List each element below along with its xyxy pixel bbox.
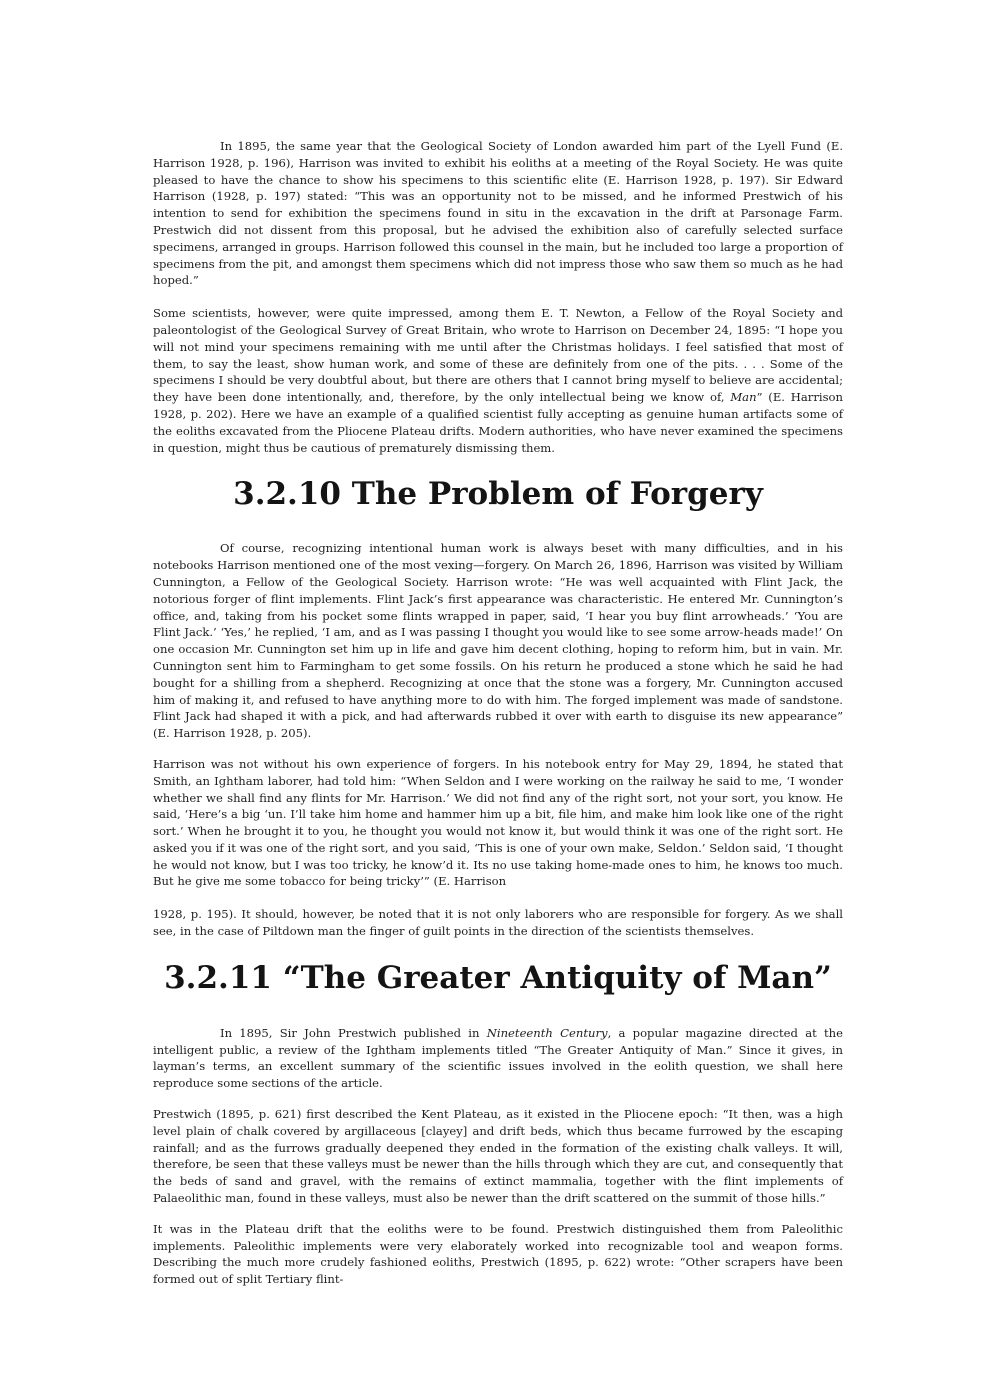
document-page <box>153 138 843 1288</box>
italic-man: Man <box>730 390 757 405</box>
paragraph-flint-jack: Of course, recognizing intentional human work is always beset with many difficulties, and in his notebooks Harrison mentioned one of the most vexing—forgery. On March 26, 1896, Harrison was visited by William Cunnington, a Fellow of the Geological Society. Harrison wrote: “He was well acquainted with Flint Jack, the notorious forger of flint implements. Flint Jack’s first appearance was characteristic. He entered Mr. Cunnington’s office, and, taking from his pocket some flints wrapped in paper, said, ‘I hear you buy flint arrowheads.’ ‘You are Flint Jack.’ ‘Yes,’ he replied, ‘I am, and as I was passing I thought you would like to see some arrow-heads made!’ On one occasion Mr. Cunnington set him up in life and gave him decent clothing, hoping to reform him, but in vain. Mr. Cunnington sent him to Farmingham to get some fossils. On his return he produced a stone which he said he had bought for a shilling from a shepherd. Recognizing at once that the stone was a forgery, Mr. Cunnington accused him of making it, and refused to have anything more to do with him. The forged implement was made of sandstone. Flint Jack had shaped it with a pick, and had afterwards rubbed it over with earth to disguise its new appearance” (E. Harrison 1928, p. 205). <box>153 541 843 741</box>
italic-nineteenth-century: Nineteenth Century <box>486 1025 608 1040</box>
paragraph-kent-plateau: Prestwich (1895, p. 621) first described the Kent Plateau, as it existed in the Pliocene epoch: “It then, was a high level plain of chalk covered by argillaceous [clayey] and drift beds, which thus became furrowed by the escaping rainfall; and as the furrows gradually deepened they ended in the formation of the existing chalk valleys. It will, therefore, be seen that these valleys must be newer than the hills through which they are cut, and consequently that the beds of sand and gravel, with the remains of extinct mammalia, together with the flint implements of Palaeolithic man, found in these valleys, must also be newer than the drift scattered on the summit of those hills.” <box>153 1107 843 1206</box>
paragraph-royal-society-exhibit: In 1895, the same year that the Geological Society of London awarded him part of the Lyell Fund (E. Harrison 1928, p. 196), Harrison was invited to exhibit his eoliths at a meeting of the Royal Society. He was quite pleased to have the chance to show his specimens to this scientific elite (E. Harrison 1928, p. 197). Sir Edward Harrison (1928, p. 197) stated: “This was an opportunity not to be missed, and he informed Prestwich of his intention to send for exhibition the specimens found in situ in the excavation in the drift at Parsonage Farm. Prestwich did not dissent from this proposal, but he advised the exhibition also of carefully selected surface specimens, arranged in groups. Harrison followed this counsel in the main, but he included too large a proportion of specimens from the pit, and amongst them specimens which did not impress those who saw them so much as he had hoped.” <box>153 139 843 288</box>
paragraph-plateau-drift: It was in the Plateau drift that the eoliths were to be found. Prestwich distinguished them from Paleolithic implements. Paleolithic implements were very elaborately worked into recognizable tool and weapon forms. Describing the much more crudely fashioned eoliths, Prestwich (1895, p. 622) wrote: “Other scrapers have been formed out of split Tertiary flint- <box>153 1221 843 1287</box>
prestwich-review-text: In 1895, Sir John Prestwich published in <box>220 1025 487 1040</box>
prestwich-review-text-end: , a popular magazine directed at the intelligent public, a review of the Ightham implements titled “The Greater Antiquity of Man.” Since it gives, in layman’s terms, an excellent summary of the scientific issues involved in the eolith question, we shall here reproduce some sections of the article. <box>153 1025 844 1091</box>
paragraph-piltdown-note: 1928, p. 195). It should, however, be noted that it is not only laborers who are responsible for forgery. As we shall see, in the case of Piltdown man the finger of guilt points in the direction of the scientists themselves. <box>153 907 843 939</box>
newton-letter-text-end: ” (E. Harrison 1928, p. 202). Here we have an example of a qualified scientist fully accepting as genuine human artifacts some of the eoliths excavated from the Pliocene Plateau drifts. Modern authorities, who have never examined the specimens in question, might thus be cautious of prematurely dismissing them. <box>153 390 843 455</box>
paragraph-newton-letter <box>153 305 843 456</box>
newton-letter-text: Some scientists, however, were quite impressed, among them E. T. Newton, a Fellow of the Royal Society and paleontologist of the Geological Survey of Great Britain, who wrote to Harrison on December 24, 1895: “I hope you will not mind your specimens remaining with me until after the Christmas holidays. I feel satisfied that most of them, to say the least, show human work, and some of these are definitely from one of the pits. . . . Some of the specimens I should be very doubtful about, but there are others that I cannot bring myself to believe are accidental; they have been done intentionally, and, therefore, by the only intellectual being we know of, <box>153 306 843 405</box>
section-heading-forgery: 3.2.10 The Problem of Forgery <box>233 476 763 513</box>
paragraph-prestwich-review <box>153 1025 843 1092</box>
section-heading-greater-antiquity: 3.2.11 “The Greater Antiquity of Man” <box>164 959 832 996</box>
paragraph-seldon-forgery: Harrison was not without his own experience of forgers. In his notebook entry for May 29, 1894, he stated that Smith, an Ightham laborer, had told him: “When Seldon and I were working on the railway he said to me, ‘I wonder whether we shall find any flints for Mr. Harrison.’ We did not find any of the right sort, not your sort, you know. He said, ‘Here’s a big ‘un. I’ll take him home and hammer him up a bit, file him, and make him look like one of the right sort.’ When he brought it to you, he thought you would not know it, but would think it was one of the right sort. He asked you if it was one of the right sort, and you said, ‘This is one of your own make, Seldon.’ Seldon said, ‘I thought he would not know, but I was too tricky, he know’d it. Its no use taking home-made ones to him, he knows too much. But he give me some tobacco for being tricky’” (E. Harrison <box>153 756 843 889</box>
